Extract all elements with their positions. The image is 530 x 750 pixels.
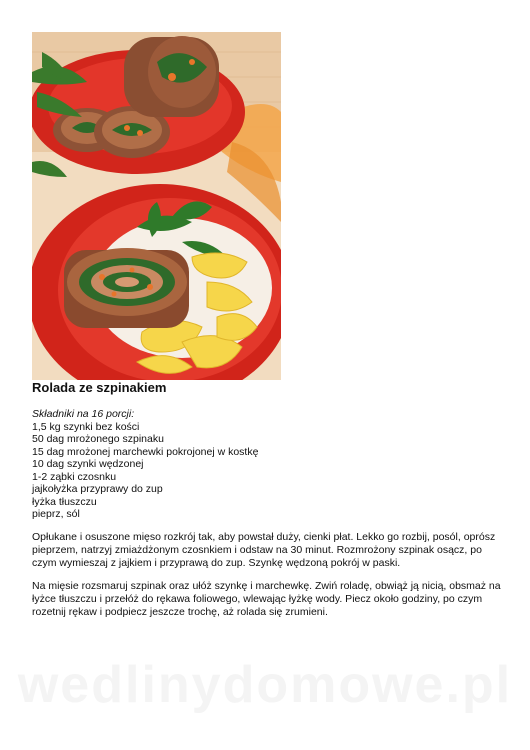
instructions-paragraph-1: Opłukane i osuszone mięso rozkrój tak, aby powstał duży, cienki płat. Lekko go rozbij, posól, oprósz pieprzem, natrzyj zmiażdżonym czosnkiem i odstaw na 30 minut. Rozmrożony szpinak osącz, po czym wymieszaj z jajkiem i przyprawą do zup. Szynkę wędzoną pokrój w paski. <box>32 531 496 569</box>
ingredient-item: 10 dag szynki wędzonej <box>32 458 144 470</box>
dish-photo <box>32 32 281 380</box>
recipe-title: Rolada ze szpinakiem <box>32 380 167 395</box>
instructions-paragraph-2: Na mięsie rozsmaruj szpinak oraz ułóż szynkę i marchewkę. Zwiń roladę, obwiąż ją nicią, obsmaż na łyżce tłuszczu i przełóż do rękawa foliowego, wlewając łyżkę wody. Piecz około godziny, po czym rozetnij rękaw i podpiecz jeszcze trochę, aż rolada się zrumieni. <box>32 580 501 618</box>
ingredient-item: łyżka tłuszczu <box>32 495 97 508</box>
watermark: wedlinydomowe.pl <box>17 656 513 714</box>
ingredient-item: 15 dag mrożonej marchewki pokrojonej w kostkę <box>32 445 259 458</box>
ingredient-item: jajkołyżka przyprawy do zup <box>32 483 163 495</box>
ingredient-item: 1-2 ząbki czosnku <box>32 470 117 483</box>
ingredient-item: pieprz, sól <box>32 508 80 520</box>
ingredient-item: 1,5 kg szynki bez kości <box>32 420 140 433</box>
dish-photo-illustration <box>32 32 281 380</box>
ingredients-section <box>32 408 258 521</box>
ingredient-item: 50 dag mrożonego szpinaku <box>32 433 164 445</box>
ingredients-label: Składniki na 16 porcji: <box>32 408 135 420</box>
ingredients-list <box>32 421 258 521</box>
